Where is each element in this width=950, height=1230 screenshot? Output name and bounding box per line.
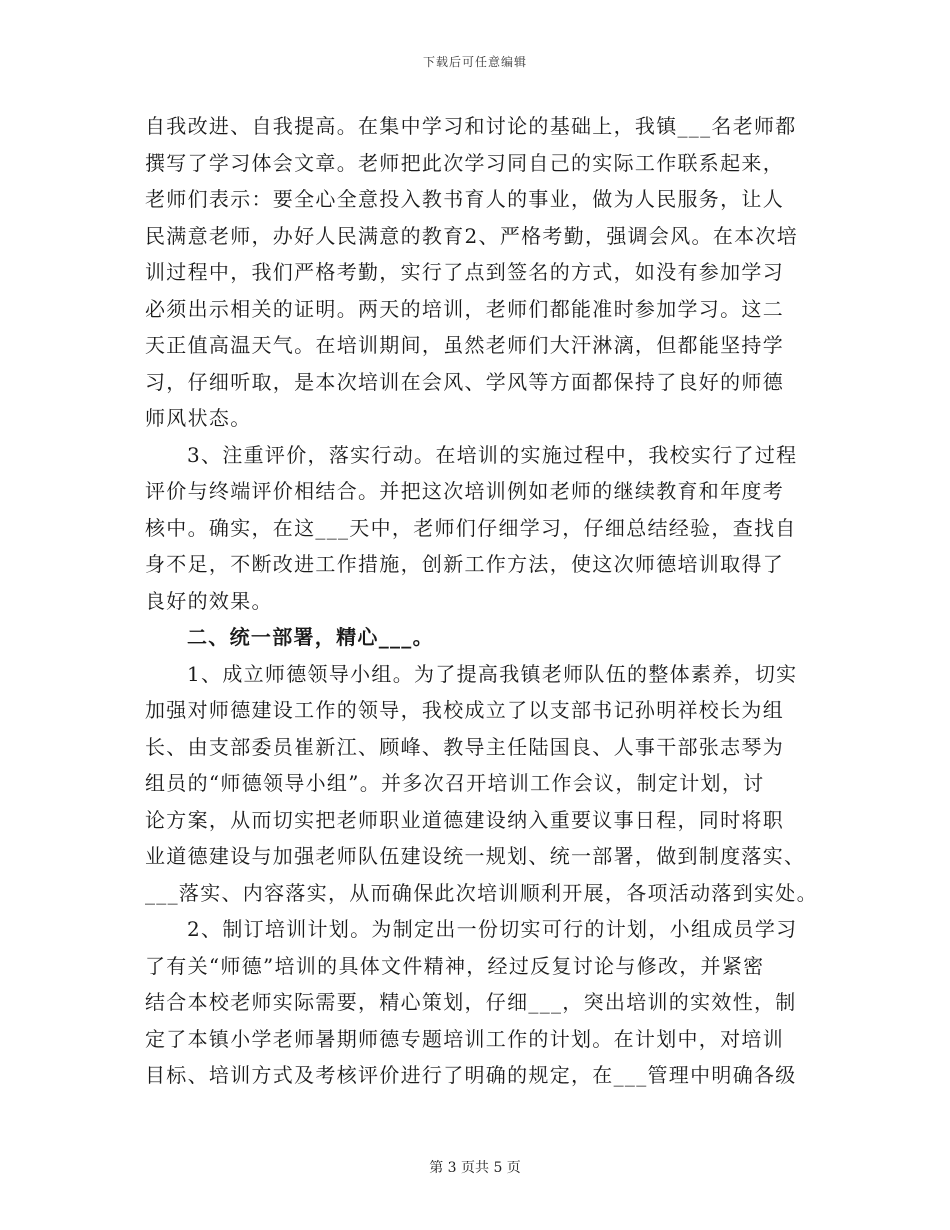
page-header: 下载后可任意编辑 (422, 55, 527, 69)
page-footer: 第 3 页共 5 页 (429, 1160, 521, 1176)
text-line: 天正值高温天气。在培训期间，虽然老师们大汗淋漓，但都能坚持学 (145, 333, 784, 357)
text-line: 了有关“师德”培训的具体文件精神，经过反复讨论与修改，并紧密 (145, 953, 765, 978)
text-line: 评价与终端评价相结合。并把这次培训例如老师的继续教育和年度考 (145, 479, 784, 503)
text-line: 撰写了学习体会文章。老师把此次学习同自己的实际工作联系起来， (145, 150, 784, 175)
text-line: 定了本镇小学老师暑期师德专题培训工作的计划。在计划中，对培训 (145, 1026, 784, 1051)
text-line: 核中。确实，在这___天中，老师们仔细学习，仔细总结经验，查找自 (145, 515, 797, 540)
text-line: 加强对师德建设工作的领导，我校成立了以支部书记孙明祥校长为组 (145, 698, 784, 722)
text-line: 2、制订培训计划。为制定出一份切实可行的计划，小组成员学习 (187, 917, 798, 941)
text-line: ___落实、内容落实，从而确保此次培训顺利开展，各项活动落到实处。 (145, 880, 818, 905)
text-line: 必须出示相关的证明。两天的培训，老师们都能准时参加学习。这二 (145, 296, 784, 321)
text-line: 长、由支部委员崔新江、顾峰、教导主任陆国良、人事干部张志琴为 (145, 734, 784, 759)
text-line: 结合本校老师实际需要，精心策划，仔细___，突出培训的实效性，制 (145, 990, 797, 1014)
text-line: 3、注重评价，落实行动。在培训的实施过程中，我校实行了过程 (187, 442, 798, 467)
text-line: 业道德建设与加强老师队伍建设统一规划、统一部署，做到制度落实、 (145, 844, 806, 868)
text-line: 自我改进、自我提高。在集中学习和讨论的基础上，我镇___名老师都 (145, 114, 797, 138)
text-line: 习，仔细听取，是本次培训在会风、学风等方面都保持了良好的师德 (145, 369, 784, 394)
text-line: 论方案，从而切实把老师职业道德建设纳入重要议事日程，同时将职 (145, 807, 784, 832)
text-line: 训过程中，我们严格考勤，实行了点到签名的方式，如没有参加学习 (145, 260, 784, 284)
text-line: 组员的“师德领导小组”。并多次召开培训工作会议，制定计划，讨 (145, 771, 765, 795)
text-line: 老师们表示：要全心全意投入教书育人的事业，做为人民服务，让人 (145, 187, 784, 211)
text-line: 师风状态。 (145, 406, 252, 430)
section-heading: 二、统一部署，精心___。 (187, 625, 434, 649)
document-body (145, 108, 825, 1094)
text-line: 1、成立师德领导小组。为了提高我镇老师队伍的整体素养，切实 (187, 661, 798, 686)
text-line: 良好的效果。 (145, 588, 273, 613)
text-line: 身不足，不断改进工作措施，创新工作方法，使这次师德培训取得了 (145, 552, 784, 576)
text-line: 民满意老师，办好人民满意的教育2、严格考勤，强调会风。在本次培 (145, 223, 799, 248)
text-line: 目标、培训方式及考核评价进行了明确的规定，在___管理中明确各级 (145, 1063, 797, 1087)
